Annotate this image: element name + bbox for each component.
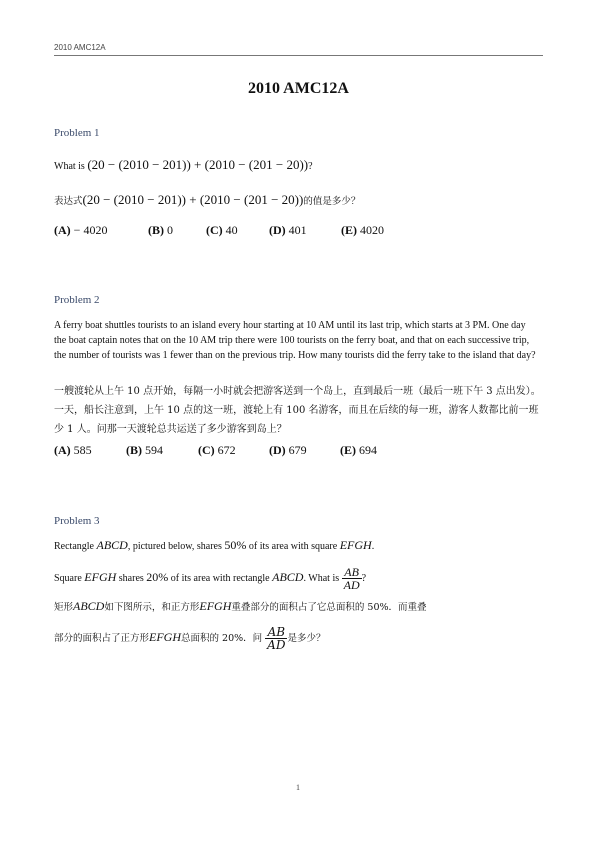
page-number: 1 — [296, 783, 300, 792]
problem-3-cn-line-1 — [54, 599, 427, 615]
document-title: 2010 AMC12A — [248, 80, 349, 97]
p3-frac-num: AB — [344, 565, 359, 580]
problem-1-question-suffix: ? — [308, 161, 313, 172]
problem-1-question-prefix: What is — [54, 161, 88, 172]
choice-2c — [198, 443, 269, 458]
header-rule — [54, 55, 543, 56]
p3-cn1-c: 重叠部分的面积占了它总面积的 50%．而重叠 — [231, 602, 427, 613]
problem-2-text-en: A ferry boat shuttles tourists to an island every hour starting at 10 AM until its last trip, which starts at 3 PM. One day the boat captain notes that on the 10 AM trip there were 100 tourists on the ferry boat, and that on each successive trip, the number of tourists was 1 fewer than on the previous trip. How many tourists did the ferry take to the island that day? — [54, 320, 536, 361]
choice-1a-label: (A) — [54, 223, 71, 237]
choice-1e-value: 4020 — [360, 223, 384, 237]
p3-l1-a: Rectangle — [54, 541, 97, 552]
problem-2-choices — [54, 443, 377, 458]
p3-cn-frac-den: AD — [267, 638, 286, 652]
choice-1a-value: − 4020 — [73, 223, 108, 237]
p3-cn2-c: 是多少？ — [287, 633, 326, 644]
p3-square-name-2: EFGH — [84, 570, 117, 584]
p3-fraction — [342, 566, 362, 591]
p3-l2-b: shares — [116, 573, 147, 584]
p3-cn1-b: 如下图所示，和正方形 — [104, 602, 200, 613]
choice-2b-label: (B) — [126, 443, 142, 457]
running-header: 2010 AMC12A — [54, 43, 106, 52]
p3-cn-frac-num: AB — [267, 625, 286, 639]
choice-2b — [126, 443, 198, 458]
problem-3-heading: Problem 3 — [54, 515, 100, 527]
choice-1c-label: (C) — [206, 223, 223, 237]
choice-1e — [341, 223, 384, 238]
choice-2d — [269, 443, 340, 458]
p3-cn1-a: 矩形 — [54, 602, 74, 613]
problem-1-cn-expression: (20 − (2010 − 201)) + (2010 − (201 − 20)) — [82, 192, 304, 207]
choice-2a — [54, 443, 126, 458]
choice-2b-value: 594 — [145, 443, 163, 457]
choice-1a — [54, 223, 148, 238]
p3-cn-square-name: EFGH — [199, 599, 232, 613]
choice-1b-value: 0 — [167, 223, 173, 237]
p3-l1-c: of its area with square — [246, 541, 340, 552]
choice-2c-label: (C) — [198, 443, 215, 457]
p3-rect-name-2: ABCD — [272, 570, 304, 584]
p3-cn-rect-name: ABCD — [73, 599, 105, 613]
p3-cn2-b: 总面积的 20%．问 — [181, 633, 266, 644]
problem-2-heading: Problem 2 — [54, 294, 100, 306]
p3-l2-c: of its area with rectangle — [168, 573, 273, 584]
choice-2e-value: 694 — [359, 443, 377, 457]
choice-1b-label: (B) — [148, 223, 164, 237]
choice-1e-label: (E) — [341, 223, 357, 237]
choice-2d-label: (D) — [269, 443, 286, 457]
choice-2a-label: (A) — [54, 443, 71, 457]
p3-l2-a: Square — [54, 573, 85, 584]
problem-1-cn-suffix: 的值是多少？ — [303, 196, 361, 207]
p3-pct20: 20% — [146, 570, 169, 584]
problem-2-text-cn: 一艘渡轮从上午 10 点开始，每隔一小时就会把游客送到一个岛上，直到最后一班（最后一班下午 3 点出发）。一天，船长注意到，上午 10 点的这一班，渡轮上有 100 名游客，而且在后续的每一班，游客人数都比前一班少 1 人。问那一天渡轮总共运送了多少游客到岛上？ — [54, 386, 541, 435]
p3-l2-d: . What is — [303, 573, 342, 584]
problem-1-question-en — [54, 158, 313, 174]
choice-1d-value: 401 — [288, 223, 307, 237]
p3-l1-d: . — [371, 541, 375, 552]
problem-3-line-1 — [54, 538, 374, 554]
p3-cn-fraction — [265, 626, 287, 651]
p3-l1-b: , pictured below, shares — [127, 541, 225, 552]
p3-rect-name: ABCD — [96, 538, 128, 552]
choice-1b — [148, 223, 206, 238]
problem-1-heading: Problem 1 — [54, 127, 100, 139]
p3-pct50: 50% — [224, 538, 247, 552]
problem-1-question-cn — [54, 193, 360, 209]
problem-1-cn-prefix: 表达式 — [54, 196, 83, 207]
problem-3-cn-line-2 — [54, 622, 325, 654]
p3-cn-square-name-2: EFGH — [149, 630, 182, 644]
choice-2a-value: 585 — [73, 443, 92, 457]
problem-3-line-2 — [54, 562, 366, 594]
choice-1c — [206, 223, 269, 238]
choice-2d-value: 679 — [288, 443, 307, 457]
p3-l2-e: ? — [361, 573, 367, 584]
choice-2e-label: (E) — [340, 443, 356, 457]
p3-cn2-a: 部分的面积占了正方形 — [54, 633, 150, 644]
choice-1d — [269, 223, 341, 238]
problem-1-expression: (20 − (2010 − 201)) + (2010 − (201 − 20)) — [87, 157, 309, 172]
p3-square-name: EFGH — [339, 538, 372, 552]
choice-2c-value: 672 — [217, 443, 236, 457]
p3-frac-den: AD — [343, 578, 360, 593]
choice-1c-value: 40 — [225, 223, 238, 237]
choice-1d-label: (D) — [269, 223, 286, 237]
choice-2e — [340, 443, 377, 458]
problem-1-choices — [54, 223, 384, 238]
